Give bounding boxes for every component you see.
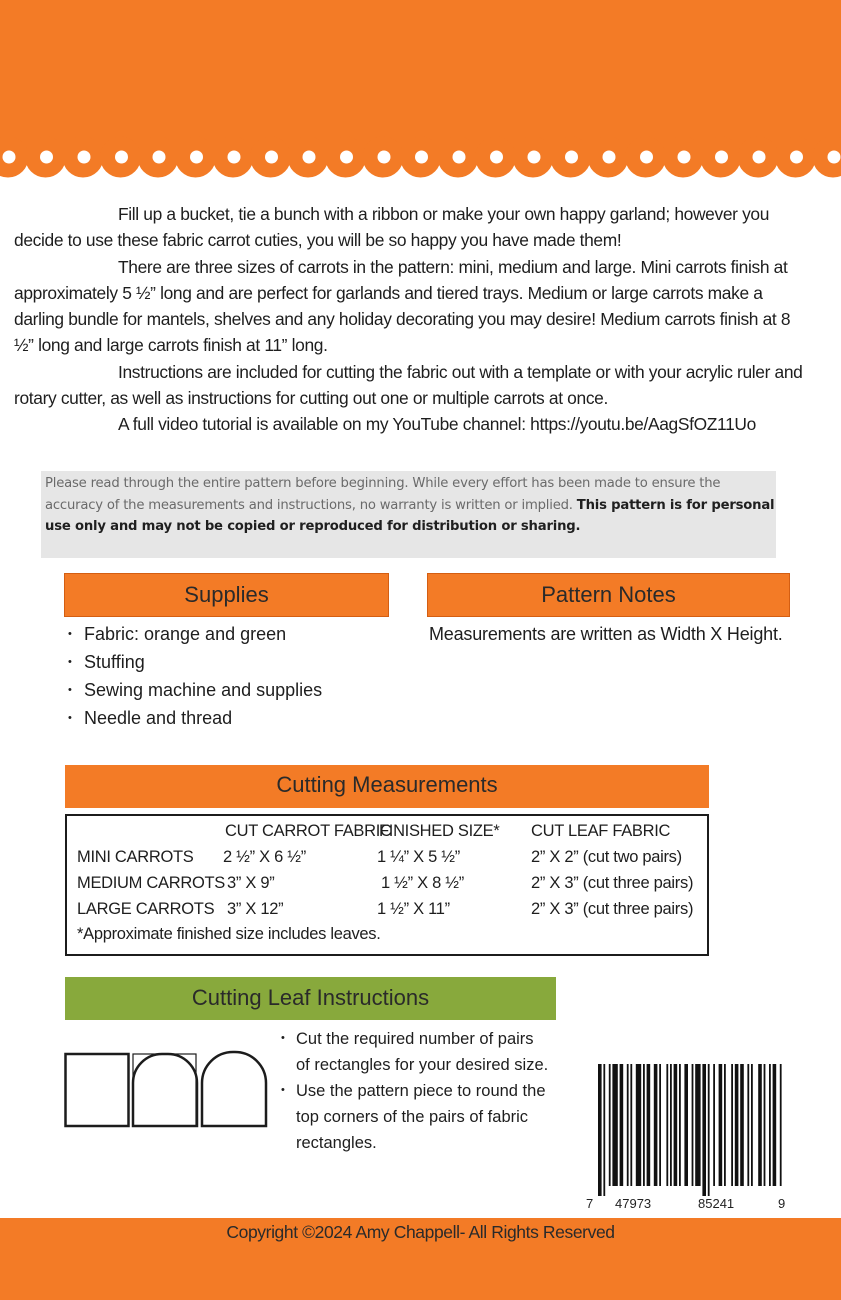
barcode-bar bbox=[627, 1064, 629, 1186]
barcode-bar bbox=[679, 1064, 681, 1186]
barcode-bar bbox=[758, 1064, 762, 1186]
scallop-dot-shape bbox=[603, 151, 616, 164]
pattern-notes-text: Measurements are written as Width X Height. bbox=[429, 624, 783, 644]
cutting-measurements-heading: Cutting Measurements bbox=[65, 765, 709, 808]
barcode-digit-group: 85241 bbox=[698, 1196, 735, 1211]
barcode-bar bbox=[684, 1064, 688, 1186]
header-fill bbox=[0, 0, 841, 157]
table-footnote: *Approximate finished size includes leaves. bbox=[77, 925, 381, 943]
barcode-bar bbox=[659, 1064, 661, 1186]
barcode-bar bbox=[735, 1064, 739, 1186]
scallop-dot-shape bbox=[790, 151, 803, 164]
barcode-bar bbox=[692, 1064, 694, 1186]
barcode-bar bbox=[719, 1064, 723, 1186]
barcode-bar bbox=[609, 1064, 611, 1186]
scallop-dot-shape bbox=[640, 151, 653, 164]
scallop-dot-shape bbox=[265, 151, 278, 164]
barcode-bar bbox=[612, 1064, 617, 1186]
barcode-bar bbox=[769, 1064, 771, 1186]
disclaimer-bold-text: This pattern is for personal use only and may not be copied or reproduced for distribution or sharing. bbox=[45, 497, 775, 534]
scallop-dot-shape bbox=[528, 151, 541, 164]
pattern-notes-heading: Pattern Notes bbox=[427, 573, 790, 617]
scallop-dot-shape bbox=[190, 151, 203, 164]
table-cell-carrot-fabric: 2 ½” X 6 ½” bbox=[223, 848, 306, 866]
scallop-dot-shape bbox=[415, 151, 428, 164]
scallop-graphic bbox=[0, 0, 841, 190]
upc-barcode bbox=[584, 1064, 790, 1214]
intro-paragraph: There are three sizes of carrots in the pattern: mini, medium and large. Mini carrots finish at approximately 5 ½” long and are perfect for garlands and tiered trays. Medium or large carrots make a darling bundle for mantels, shelves and any holiday decorating you may desire! Medium carrots finish at 8 ½” long and large carrots finish at 11” long. bbox=[14, 256, 791, 356]
table-cell-leaf-fabric: 2” X 3” (cut three pairs) bbox=[531, 900, 694, 918]
barcode-bar bbox=[654, 1064, 658, 1186]
leaf-instruction-item: • Cut the required number of pairs of rectangles for your desired size. bbox=[281, 1026, 551, 1078]
scallop-dot-shape bbox=[228, 151, 241, 164]
barcode-bar bbox=[647, 1064, 651, 1186]
header-scallop-band bbox=[0, 0, 841, 190]
barcode-bar bbox=[603, 1064, 605, 1196]
leaf-instruction-item: • Use the pattern piece to round the top corners of the pairs of fabric rectangles. bbox=[281, 1078, 551, 1156]
intro-paragraph: A full video tutorial is available on my YouTube channel: https://youtu.be/AagSfOZ11Uo bbox=[118, 414, 756, 435]
table-cell-leaf-fabric: 2” X 2” (cut two pairs) bbox=[531, 848, 682, 866]
scallop-dot-shape bbox=[3, 151, 16, 164]
intro-paragraph: Instructions are included for cutting the fabric out with a template or with your acrylic ruler and rotary cutter, as well as instructions for cutting out one or multiple carrots at once. bbox=[14, 361, 803, 409]
leaf-instructions-list bbox=[281, 1026, 551, 1156]
barcode-digit-group: 7 bbox=[586, 1196, 594, 1211]
scallop-dot-shape bbox=[115, 151, 128, 164]
barcode-bar bbox=[666, 1064, 668, 1186]
scallop-dot-shape bbox=[340, 151, 353, 164]
leaf-rounding-diagram bbox=[64, 1049, 270, 1129]
supplies-heading: Supplies bbox=[64, 573, 389, 617]
barcode-bar bbox=[780, 1064, 782, 1186]
barcode-bar bbox=[643, 1064, 645, 1186]
scallop-dot-shape bbox=[490, 151, 503, 164]
copyright-text: Copyright ©2024 Amy Chappell- All Rights Reserved bbox=[226, 1222, 615, 1242]
intro-paragraph: Fill up a bucket, tie a bunch with a ribbon or make your own happy garland; however you decide to use these fabric carrot cuties, you will be so happy you have made them! bbox=[14, 204, 770, 251]
supplies-item: • Needle and thread bbox=[68, 704, 322, 732]
leaf-rectangle-guide-shape bbox=[133, 1054, 196, 1126]
barcode-bar bbox=[724, 1064, 726, 1186]
barcode-bar bbox=[747, 1064, 749, 1186]
scallop-dot-shape bbox=[753, 151, 766, 164]
scallop-dot-shape bbox=[378, 151, 391, 164]
intro-text bbox=[14, 201, 814, 438]
table-cell-finished-size: 1 ¼” X 5 ½” bbox=[377, 848, 460, 866]
scallop-dot-shape bbox=[565, 151, 578, 164]
barcode-bars bbox=[584, 1064, 790, 1196]
supplies-item: • Stuffing bbox=[68, 648, 322, 676]
table-cell-leaf-fabric: 2” X 3” (cut three pairs) bbox=[531, 874, 694, 892]
leaf-rounded-shape bbox=[202, 1052, 266, 1126]
scallop-dot-shape bbox=[715, 151, 728, 164]
barcode-digits bbox=[584, 1196, 790, 1214]
scallop-dot-shape bbox=[153, 151, 166, 164]
barcode-digit-group: 9 bbox=[778, 1196, 786, 1211]
disclaimer-notice bbox=[41, 471, 776, 558]
barcode-digit-group: 47973 bbox=[615, 1196, 652, 1211]
barcode-bar bbox=[764, 1064, 766, 1186]
barcode-bar bbox=[773, 1064, 777, 1186]
leaf-rounded-outline-shape bbox=[133, 1054, 197, 1126]
barcode-bar bbox=[695, 1064, 700, 1186]
table-cell-carrot-fabric: 3” X 12” bbox=[227, 900, 284, 918]
scallop-dot-shape bbox=[828, 151, 841, 164]
barcode-bar bbox=[740, 1064, 744, 1186]
leaf-rectangle-shape bbox=[66, 1054, 129, 1126]
scallop-dot-shape bbox=[40, 151, 53, 164]
supplies-item: • Sewing machine and supplies bbox=[68, 676, 322, 704]
barcode-bar bbox=[620, 1064, 624, 1186]
barcode-bar bbox=[713, 1064, 715, 1186]
table-header-cell: CUT LEAF FABRIC bbox=[531, 822, 671, 840]
barcode-bar bbox=[674, 1064, 678, 1186]
table-cell-size: MEDIUM CARROTS bbox=[77, 874, 225, 892]
disclaimer-text: Please read through the entire pattern before beginning. While every effort has been made to ensure the accuracy of the measurements and instructions, no warranty is written or implied. bbox=[45, 476, 721, 513]
scallop-dot-shape bbox=[78, 151, 91, 164]
barcode-bar bbox=[708, 1064, 710, 1196]
scallop-dot-shape bbox=[303, 151, 316, 164]
scallop-dot-shape bbox=[453, 151, 466, 164]
barcode-bar bbox=[731, 1064, 733, 1186]
scallop-dot-shape bbox=[678, 151, 691, 164]
table-cell-finished-size: 1 ½” X 11” bbox=[377, 900, 450, 918]
barcode-bar bbox=[670, 1064, 672, 1186]
table-cell-size: LARGE CARROTS bbox=[77, 900, 215, 918]
table-header-cell: FINISHED SIZE* bbox=[379, 822, 500, 840]
table-cell-finished-size: 1 ½” X 8 ½” bbox=[381, 874, 464, 892]
barcode-bar bbox=[636, 1064, 641, 1186]
barcode-bar bbox=[702, 1064, 706, 1196]
barcode-bar bbox=[751, 1064, 753, 1186]
barcode-bar bbox=[630, 1064, 632, 1186]
barcode-bar bbox=[598, 1064, 602, 1196]
table-cell-size: MINI CARROTS bbox=[77, 848, 194, 866]
cutting-leaf-heading: Cutting Leaf Instructions bbox=[65, 977, 556, 1020]
cutting-measurements-table bbox=[65, 814, 709, 956]
supplies-item: • Fabric: orange and green bbox=[68, 620, 322, 648]
supplies-list bbox=[68, 620, 322, 732]
table-header-cell: CUT CARROT FABRIC bbox=[225, 822, 392, 840]
table-cell-carrot-fabric: 3” X 9” bbox=[227, 874, 275, 892]
